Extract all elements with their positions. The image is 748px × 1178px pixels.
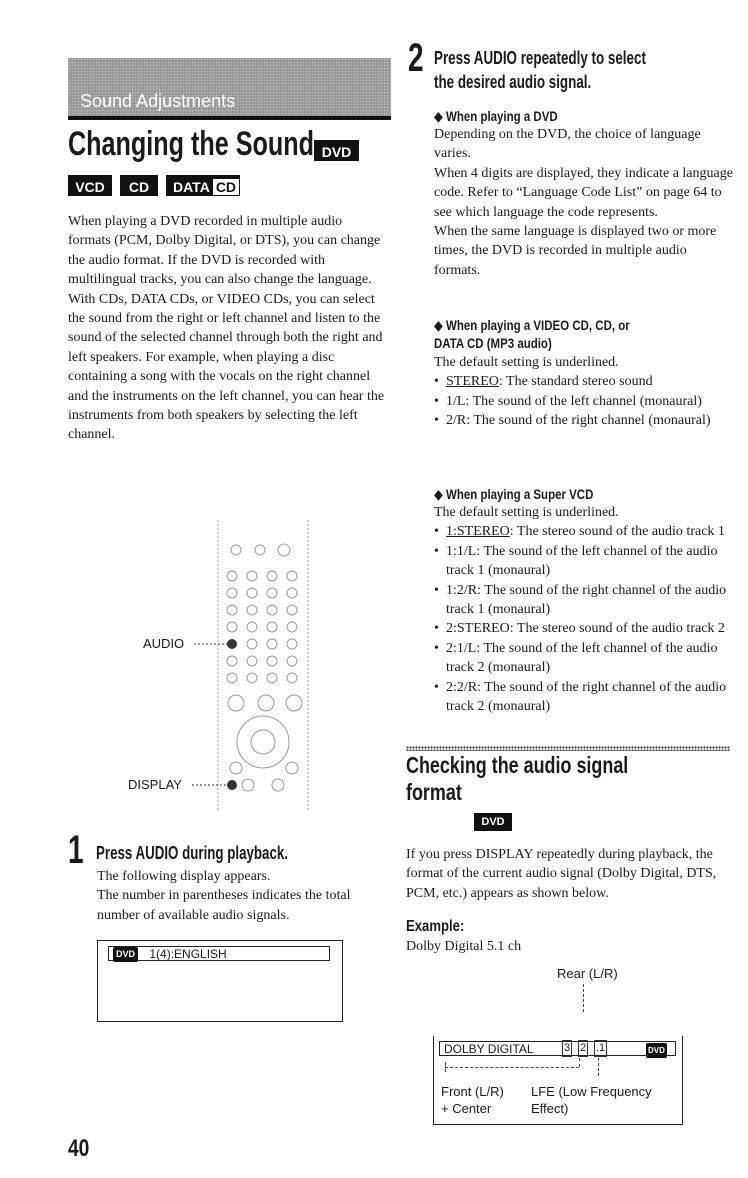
diamond-icon: ◆ <box>434 486 447 502</box>
dvd-subheading-text: When playing a DVD <box>446 108 558 124</box>
example-value: Dolby Digital 5.1 ch <box>406 939 522 954</box>
dvd-subheading <box>434 107 558 125</box>
option-key: 1/L <box>446 393 466 409</box>
step1-body <box>97 867 387 925</box>
checking-dvd-badge-label: DVD <box>481 816 505 828</box>
dvd-mini-icon: DVD <box>113 947 138 962</box>
remote-display-label: DISPLAY <box>128 777 182 792</box>
cd-badge <box>120 175 158 196</box>
diamond-icon: ◆ <box>434 317 447 333</box>
vcd-default-note: The default setting is underlined. <box>434 355 619 370</box>
svcd-options-list <box>434 522 734 716</box>
svcd-subheading <box>434 485 593 503</box>
remote-illustration <box>128 520 318 820</box>
page-title-text: Changing the Sound <box>68 125 314 163</box>
diamond-icon: ◆ <box>434 108 447 124</box>
front-label-line-2: + Center <box>441 1101 492 1116</box>
dvd-badge <box>314 140 359 161</box>
datacd-badge-cd: CD <box>213 179 239 195</box>
page-title <box>68 124 314 164</box>
dvd-body-2: When 4 digits are displayed, they indicate a language code. Refer to “Language Code List” on page 64 to see which language the code represents. <box>434 165 733 220</box>
step2-number: 2 <box>408 36 424 80</box>
digit-front: 2 <box>578 1040 588 1057</box>
datacd-badge-data: DATA <box>173 179 210 195</box>
intro-paragraph-2: With CDs, DATA CDs, or VIDEO CDs, you can select the sound from the right or left channel and listen to the sound of the selected channel through both the right and left speakers. For example, when playing a disc containing a song with the vocals on the right channel and the instruments on the left channel, you can hear the instruments from both speakers by selecting the left channel. <box>68 291 385 443</box>
vcd-options <box>434 353 734 431</box>
option-key: 1:2/R <box>446 582 478 598</box>
step2-heading <box>434 46 646 94</box>
intro-text <box>68 212 388 445</box>
vcd-badge <box>68 175 112 196</box>
lfe-leader <box>598 1058 599 1076</box>
section-tab-label: Sound Adjustments <box>80 91 236 111</box>
option-key: 2/R <box>446 413 467 429</box>
list-item <box>434 581 734 620</box>
vcd-subheading-line-2: DATA CD (MP3 audio) <box>434 335 552 351</box>
step2-heading-line-2: the desired audio signal. <box>434 72 592 92</box>
audio-display-text: 1(4):ENGLISH <box>149 947 227 961</box>
rear-leader <box>583 984 584 1012</box>
list-item <box>434 542 734 581</box>
list-item <box>434 372 734 391</box>
lfe-label-line-2: Effect) <box>531 1101 569 1116</box>
checking-dvd-badge <box>474 813 512 831</box>
list-item <box>434 619 734 638</box>
remote-audio-label: AUDIO <box>143 636 185 651</box>
vcd-subheading-line-1: When playing a VIDEO CD, CD, or <box>446 317 630 333</box>
step1-number: 1 <box>68 828 84 872</box>
option-key: 2:2/R <box>446 679 478 695</box>
dvd-body-3: When the same language is displayed two or more times, the DVD is recorded in multiple audio formats. <box>434 224 717 278</box>
intro-paragraph-1: When playing a DVD recorded in multiple audio formats (PCM, Dolby Digital, or DTS), you can change the audio format. If the DVD is recorded with multilingual tracks, you can also change the language. <box>68 214 381 288</box>
list-item <box>434 411 734 430</box>
step1-body-line-2: The number in parentheses indicates the total number of available audio signals. <box>97 888 351 923</box>
front-label <box>441 1083 504 1117</box>
lfe-label-line-1: LFE (Low Frequency <box>531 1084 652 1099</box>
option-text: : The sound of the left channel (monaural) <box>465 393 702 409</box>
list-item <box>434 678 734 717</box>
svcd-subheading-text: When playing a Super VCD <box>446 486 594 502</box>
option-key: 2:1/L <box>446 640 477 656</box>
step2-heading-line-1: Press AUDIO repeatedly to select <box>434 48 646 68</box>
option-key: STEREO <box>446 374 499 390</box>
signal-display-text: DOLBY DIGITAL <box>444 1042 534 1056</box>
vcd-options-list <box>434 372 734 430</box>
front-leader-right <box>579 1058 580 1067</box>
front-leader-horizontal <box>445 1067 579 1068</box>
section-tab <box>68 58 391 120</box>
page-number: 40 <box>68 1135 90 1162</box>
checking-heading-line-2: format <box>406 779 462 805</box>
cd-badge-label: CD <box>128 179 150 195</box>
dvd-badge-label: DVD <box>321 144 352 160</box>
checking-body: If you press DISPLAY repeatedly during playback, the format of the current audio signal (Dolby Digital, DTS, PCM, etc.) appears as shown below. <box>406 847 717 901</box>
signal-display-bar <box>439 1041 676 1056</box>
step1-heading: Press AUDIO during playback. <box>96 843 288 863</box>
option-text: : The standard stereo sound <box>498 374 653 390</box>
option-text: : The sound of the right channel of the audio track 1 (monaural) <box>446 582 727 618</box>
svcd-default-note: The default setting is underlined. <box>434 505 619 520</box>
svcd-options <box>434 503 734 716</box>
checking-heading-line-1: Checking the audio signal <box>406 752 629 778</box>
option-text: : The sound of the left channel of the audio track 1 (monaural) <box>446 543 718 579</box>
digit-lfe: .1 <box>594 1040 607 1057</box>
digit-rear: 3 <box>562 1040 572 1057</box>
option-key: 1:STEREO <box>446 524 510 540</box>
dvd-body <box>434 125 734 280</box>
front-label-line-1: Front (L/R) <box>441 1084 504 1099</box>
step1-body-line-1: The following display appears. <box>97 869 271 884</box>
rear-label: Rear (L/R) <box>557 966 618 981</box>
remote-drawing <box>128 520 318 820</box>
datacd-badge <box>166 175 240 196</box>
vcd-badge-label: VCD <box>75 179 105 195</box>
dvd-body-1: Depending on the DVD, the choice of language varies. <box>434 127 701 162</box>
option-text: : The sound of the right channel of the audio track 2 (monaural) <box>446 679 727 715</box>
option-text: : The stereo sound of the audio track 1 <box>509 524 725 540</box>
option-text: : The sound of the left channel of the audio track 2 (monaural) <box>446 640 718 676</box>
list-item <box>434 522 734 541</box>
section-divider <box>406 746 730 751</box>
example-label: Example: <box>406 918 465 935</box>
option-key: 1:1/L <box>446 543 477 559</box>
dvd-mini-icon: DVD <box>646 1043 667 1058</box>
list-item <box>434 639 734 678</box>
lfe-label <box>531 1083 652 1117</box>
option-text: : The sound of the right channel (monaural) <box>466 413 711 429</box>
checking-heading <box>406 752 628 806</box>
list-item <box>434 392 734 411</box>
vcd-subheading <box>434 316 630 352</box>
audio-display-bar <box>108 946 330 961</box>
option-key: 2:STEREO <box>446 621 510 637</box>
option-text: : The stereo sound of the audio track 2 <box>509 621 725 637</box>
